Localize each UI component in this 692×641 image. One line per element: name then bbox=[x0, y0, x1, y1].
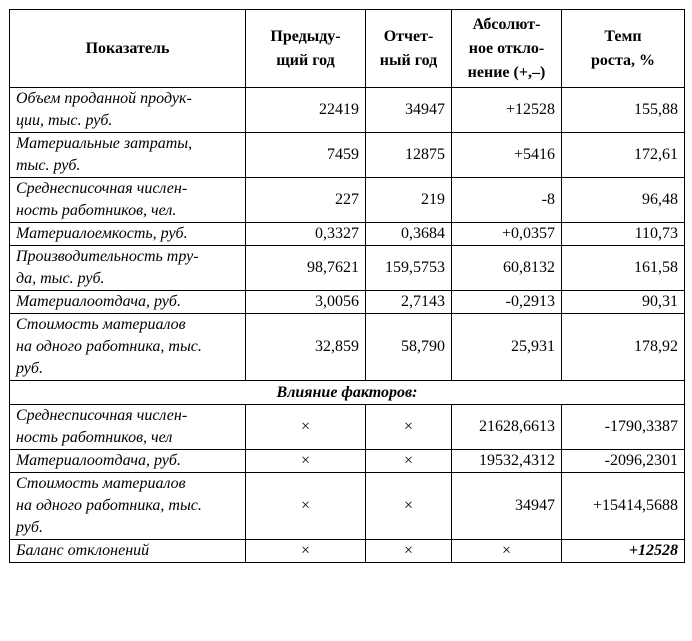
cell-absolute-deviation: -8 bbox=[452, 178, 562, 223]
cell-growth-rate: +15414,5688 bbox=[562, 473, 685, 540]
header-absolute-deviation: Абсолют- ное откло- нение (+,–) bbox=[452, 10, 562, 88]
cell-growth-rate: -2096,2301 bbox=[562, 450, 685, 473]
cell-growth-rate: 90,31 bbox=[562, 291, 685, 314]
document-page bbox=[9, 9, 684, 563]
cell-absolute-deviation: +12528 bbox=[452, 88, 562, 133]
cell-growth-rate: 178,92 bbox=[562, 314, 685, 381]
row-label: Среднесписочная числен- ность работников, чел bbox=[10, 405, 246, 450]
row-label: Материальные затраты, тыс. руб. bbox=[10, 133, 246, 178]
header-report-year: Отчет- ный год bbox=[366, 10, 452, 88]
factor-row bbox=[10, 405, 685, 450]
cell-absolute-deviation: 60,8132 bbox=[452, 246, 562, 291]
row-label: Материалоемкость, руб. bbox=[10, 223, 246, 246]
cell-report-year: 12875 bbox=[366, 133, 452, 178]
cell-growth-rate: 96,48 bbox=[562, 178, 685, 223]
row-label: Среднесписочная числен- ность работников, чел. bbox=[10, 178, 246, 223]
cell-growth-rate: 172,61 bbox=[562, 133, 685, 178]
cell-absolute-deviation: +0,0357 bbox=[452, 223, 562, 246]
cell-report-year: × bbox=[366, 473, 452, 540]
cell-report-year: × bbox=[366, 405, 452, 450]
cell-previous-year: × bbox=[246, 473, 366, 540]
cell-previous-year: 98,7621 bbox=[246, 246, 366, 291]
cell-growth-rate: 161,58 bbox=[562, 246, 685, 291]
cell-growth-rate: -1790,3387 bbox=[562, 405, 685, 450]
row-label: Материалоотдача, руб. bbox=[10, 291, 246, 314]
cell-previous-year: × bbox=[246, 450, 366, 473]
row-label: Стоимость материалов на одного работника, тыс. руб. bbox=[10, 473, 246, 540]
cell-absolute-deviation: +5416 bbox=[452, 133, 562, 178]
factor-row bbox=[10, 473, 685, 540]
cell-previous-year: 22419 bbox=[246, 88, 366, 133]
row-label: Стоимость материалов на одного работника, тыс. руб. bbox=[10, 314, 246, 381]
row-label: Объем проданной продук- ции, тыс. руб. bbox=[10, 88, 246, 133]
header-indicator: Показатель bbox=[10, 10, 246, 88]
balance-row bbox=[10, 540, 685, 563]
cell-absolute-deviation: -0,2913 bbox=[452, 291, 562, 314]
cell-growth-rate: +12528 bbox=[562, 540, 685, 563]
header-growth-rate: Темп роста, % bbox=[562, 10, 685, 88]
cell-previous-year: × bbox=[246, 405, 366, 450]
cell-previous-year: 227 bbox=[246, 178, 366, 223]
cell-report-year: 159,5753 bbox=[366, 246, 452, 291]
header-previous-year: Предыду- щий год bbox=[246, 10, 366, 88]
cell-previous-year: 0,3327 bbox=[246, 223, 366, 246]
row-label: Материалоотдача, руб. bbox=[10, 450, 246, 473]
row-label: Баланс отклонений bbox=[10, 540, 246, 563]
table-row bbox=[10, 314, 685, 381]
table-row bbox=[10, 291, 685, 314]
table-header-row bbox=[10, 10, 685, 88]
table-row bbox=[10, 178, 685, 223]
cell-absolute-deviation: 25,931 bbox=[452, 314, 562, 381]
cell-report-year: 34947 bbox=[366, 88, 452, 133]
factors-section-title: Влияние факторов: bbox=[10, 381, 685, 405]
table-row bbox=[10, 133, 685, 178]
cell-absolute-deviation: × bbox=[452, 540, 562, 563]
cell-growth-rate: 110,73 bbox=[562, 223, 685, 246]
table-row bbox=[10, 88, 685, 133]
cell-absolute-deviation: 19532,4312 bbox=[452, 450, 562, 473]
cell-report-year: × bbox=[366, 540, 452, 563]
cell-report-year: 2,7143 bbox=[366, 291, 452, 314]
cell-report-year: 58,790 bbox=[366, 314, 452, 381]
cell-report-year: 219 bbox=[366, 178, 452, 223]
factor-row bbox=[10, 450, 685, 473]
cell-previous-year: × bbox=[246, 540, 366, 563]
cell-previous-year: 3,0056 bbox=[246, 291, 366, 314]
section-row bbox=[10, 381, 685, 405]
cell-report-year: × bbox=[366, 450, 452, 473]
factor-analysis-table bbox=[9, 9, 685, 563]
table-row bbox=[10, 223, 685, 246]
table-row bbox=[10, 246, 685, 291]
cell-previous-year: 7459 bbox=[246, 133, 366, 178]
cell-absolute-deviation: 34947 bbox=[452, 473, 562, 540]
cell-growth-rate: 155,88 bbox=[562, 88, 685, 133]
row-label: Производительность тру- да, тыс. руб. bbox=[10, 246, 246, 291]
cell-absolute-deviation: 21628,6613 bbox=[452, 405, 562, 450]
cell-report-year: 0,3684 bbox=[366, 223, 452, 246]
cell-previous-year: 32,859 bbox=[246, 314, 366, 381]
